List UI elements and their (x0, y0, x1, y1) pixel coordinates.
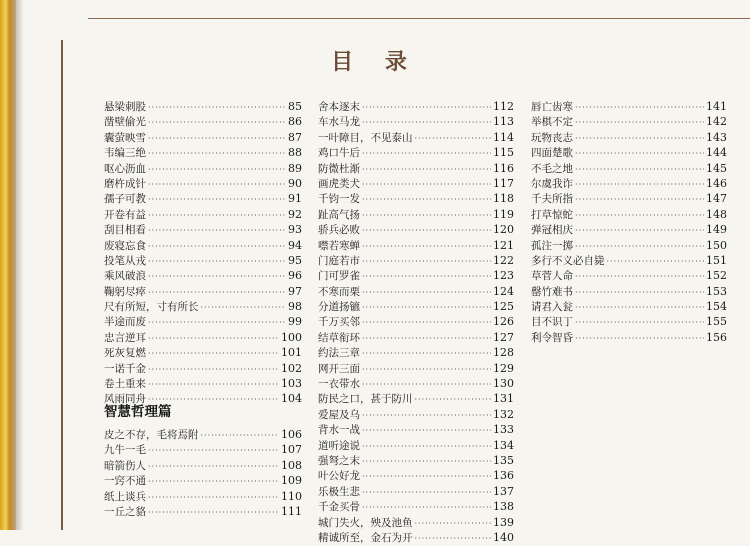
toc-leader-dots (148, 459, 279, 474)
toc-entry-title: 半途而废 (104, 316, 146, 329)
toc-entry-title: 网开三面 (318, 362, 360, 375)
toc-leader-dots (148, 162, 286, 177)
toc-entry-page: 104 (281, 392, 302, 406)
toc-entry[interactable] (104, 222, 302, 237)
toc-column-2 (318, 99, 514, 545)
toc-entry-page: 130 (493, 377, 514, 391)
toc-leader-dots (201, 300, 287, 315)
toc-entry-title: 请君入瓮 (531, 301, 573, 314)
toc-entry-title: 车水马龙 (318, 116, 360, 129)
toc-entry-page: 94 (288, 238, 302, 252)
toc-entry[interactable] (531, 330, 727, 345)
toc-entry-title: 磨杵成针 (104, 177, 146, 190)
toc-entry[interactable] (318, 407, 514, 422)
toc-entry-page: 108 (281, 458, 302, 472)
toc-entry-title: 暗箭伤人 (104, 459, 146, 472)
toc-entry-title: 防微杜渐 (318, 162, 360, 175)
toc-leader-dots (148, 362, 279, 377)
toc-entry[interactable] (318, 468, 514, 483)
toc-entry-title: 鸡口牛后 (318, 147, 360, 160)
toc-entry-page: 126 (493, 315, 514, 329)
toc-entry-page: 125 (493, 300, 514, 314)
toc-leader-dots (148, 505, 279, 520)
toc-entry-page: 128 (493, 346, 514, 360)
toc-leader-dots (575, 100, 704, 115)
toc-entry[interactable] (318, 207, 514, 222)
toc-entry-title: 千钧一发 (318, 193, 360, 206)
toc-entry[interactable] (104, 145, 302, 160)
toc-entry[interactable] (531, 176, 727, 191)
toc-entry-page: 92 (288, 207, 302, 221)
toc-entry[interactable] (531, 222, 727, 237)
toc-entry-page: 156 (706, 330, 727, 344)
toc-entry-page: 93 (288, 223, 302, 237)
toc-entry[interactable] (104, 114, 302, 129)
toc-entry[interactable] (104, 489, 302, 504)
toc-leader-dots (575, 177, 704, 192)
toc-entry-title: 呕心沥血 (104, 162, 146, 175)
toc-entry-page: 154 (706, 300, 727, 314)
toc-entry-title: 九牛一毛 (104, 444, 146, 457)
toc-leader-dots (362, 377, 491, 392)
frame-left-rule (61, 40, 63, 530)
toc-entry-title: 画虎类犬 (318, 177, 360, 190)
toc-leader-dots (575, 331, 704, 346)
toc-entry-page: 109 (281, 474, 302, 488)
toc-entry-page: 133 (493, 423, 514, 437)
toc-entry[interactable] (531, 268, 727, 283)
toc-entry-page: 155 (706, 315, 727, 329)
toc-entry-page: 122 (493, 253, 514, 267)
page-title: 目 录 (331, 49, 419, 75)
toc-column-1 (104, 99, 302, 407)
toc-entry-page: 134 (493, 438, 514, 452)
toc-entry-title: 趾高气扬 (318, 208, 360, 221)
toc-entry[interactable] (318, 130, 514, 145)
toc-entry-page: 102 (281, 361, 302, 375)
toc-entry-page: 112 (493, 100, 514, 113)
toc-entry-title: 舍本逐末 (318, 101, 360, 113)
toc-leader-dots (575, 131, 704, 146)
toc-entry[interactable] (531, 238, 727, 253)
toc-column-3 (531, 99, 727, 345)
toc-entry-page: 101 (281, 346, 302, 360)
toc-entry-page: 121 (493, 238, 514, 252)
toc-entry-page: 147 (706, 192, 727, 206)
toc-entry[interactable] (318, 515, 514, 530)
toc-leader-dots (575, 269, 704, 284)
toc-entry-page: 90 (288, 176, 302, 190)
toc-entry-page: 148 (706, 207, 727, 221)
toc-entry-page: 117 (493, 176, 514, 190)
toc-leader-dots (362, 269, 491, 284)
toc-entry-title: 尺有所短，寸有所长 (104, 301, 199, 314)
toc-entry-title: 不寒而栗 (318, 285, 360, 298)
frame-top-rule (88, 18, 750, 19)
toc-entry-title: 门可罗雀 (318, 270, 360, 283)
toc-entry-page: 111 (281, 504, 302, 518)
toc-entry-title: 城门失火，殃及池鱼 (318, 516, 413, 529)
toc-entry-page: 99 (288, 315, 302, 329)
toc-leader-dots (362, 500, 491, 515)
toc-column-1-section (104, 427, 302, 519)
toc-entry[interactable] (318, 114, 514, 129)
toc-leader-dots (362, 223, 491, 238)
toc-entry[interactable] (531, 191, 727, 206)
toc-entry-title: 忠言逆耳 (104, 331, 146, 344)
toc-entry-title: 弹冠相庆 (531, 224, 573, 237)
toc-entry-title: 风雨同舟 (104, 393, 146, 406)
toc-entry[interactable] (318, 99, 514, 114)
toc-leader-dots (362, 331, 491, 346)
toc-entry-title: 一诺千金 (104, 362, 146, 375)
toc-entry[interactable] (531, 130, 727, 145)
toc-leader-dots (148, 285, 286, 300)
toc-leader-dots (362, 208, 491, 223)
toc-leader-dots (148, 100, 286, 115)
toc-entry-title: 骄兵必败 (318, 224, 360, 237)
toc-entry[interactable] (104, 176, 302, 191)
toc-entry-title: 刮目相看 (104, 224, 146, 237)
toc-leader-dots (362, 254, 491, 269)
toc-leader-dots (575, 162, 704, 177)
toc-leader-dots (575, 300, 704, 315)
toc-entry[interactable] (531, 99, 727, 114)
toc-entry[interactable] (104, 345, 302, 360)
toc-entry-title: 千夫所指 (531, 193, 573, 206)
toc-entry[interactable] (104, 284, 302, 299)
toc-leader-dots (575, 223, 704, 238)
toc-entry-title: 分道扬镳 (318, 301, 360, 314)
toc-entry-page: 116 (493, 161, 514, 175)
toc-leader-dots (575, 146, 704, 161)
toc-entry[interactable] (104, 314, 302, 329)
toc-entry-page: 95 (288, 253, 302, 267)
toc-entry[interactable] (318, 484, 514, 499)
toc-entry-title: 背水一战 (318, 424, 360, 437)
toc-entry-page: 139 (493, 515, 514, 529)
toc-entry[interactable] (104, 361, 302, 376)
toc-entry-title: 孺子可教 (104, 193, 146, 206)
toc-leader-dots (148, 331, 279, 346)
toc-leader-dots (362, 162, 491, 177)
toc-entry-title: 尔虞我诈 (531, 177, 573, 190)
toc-entry-title: 开卷有益 (104, 208, 146, 221)
toc-entry-title: 皮之不存，毛将焉附 (104, 429, 199, 441)
toc-entry-title: 千金买骨 (318, 501, 360, 514)
toc-entry-title: 卷土重来 (104, 378, 146, 391)
toc-leader-dots (148, 474, 279, 489)
toc-entry-page: 85 (288, 100, 302, 113)
toc-entry-title: 叶公好龙 (318, 470, 360, 483)
toc-entry-title: 道听途说 (318, 439, 360, 452)
toc-entry-page: 103 (281, 377, 302, 391)
toc-entry[interactable] (531, 284, 727, 299)
toc-entry-title: 利令智昏 (531, 331, 573, 344)
toc-entry-page: 119 (493, 207, 514, 221)
toc-entry-page: 150 (706, 238, 727, 252)
toc-leader-dots (362, 177, 491, 192)
toc-entry-page: 151 (706, 253, 727, 267)
toc-entry[interactable] (531, 314, 727, 329)
toc-entry-title: 死灰复燃 (104, 347, 146, 360)
toc-entry-title: 玩物丧志 (531, 131, 573, 144)
toc-leader-dots (201, 428, 280, 443)
toc-entry-page: 113 (493, 115, 514, 129)
toc-entry[interactable] (318, 268, 514, 283)
toc-entry-title: 草菅人命 (531, 270, 573, 283)
toc-entry[interactable] (104, 191, 302, 206)
toc-leader-dots (362, 454, 491, 469)
toc-entry-page: 145 (706, 161, 727, 175)
toc-leader-dots (415, 131, 492, 146)
toc-entry[interactable] (318, 253, 514, 268)
toc-entry[interactable] (318, 145, 514, 160)
toc-entry-title: 投笔从戎 (104, 254, 146, 267)
toc-entry-title: 噤若寒蝉 (318, 239, 360, 252)
toc-leader-dots (415, 516, 492, 531)
toc-entry-title: 门庭若市 (318, 254, 360, 267)
toc-leader-dots (148, 131, 286, 146)
toc-entry-page: 89 (288, 161, 302, 175)
toc-entry-title: 一丘之貉 (104, 505, 146, 518)
toc-leader-dots (362, 423, 491, 438)
toc-leader-dots (148, 346, 279, 361)
toc-entry-title: 悬梁刺股 (104, 101, 146, 113)
toc-entry-title: 乐极生悲 (318, 485, 360, 498)
toc-leader-dots (362, 300, 491, 315)
toc-entry-page: 88 (288, 146, 302, 160)
toc-entry-page: 146 (706, 176, 727, 190)
toc-entry[interactable] (318, 330, 514, 345)
toc-entry-page: 96 (288, 269, 302, 283)
toc-entry[interactable] (318, 391, 514, 406)
toc-entry[interactable] (104, 99, 302, 114)
toc-leader-dots (148, 377, 279, 392)
toc-entry-page: 129 (493, 361, 514, 375)
toc-leader-dots (148, 208, 286, 223)
toc-entry-page: 136 (493, 469, 514, 483)
toc-entry-title: 鞠躬尽瘁 (104, 285, 146, 298)
toc-entry[interactable] (104, 504, 302, 519)
toc-entry[interactable] (104, 207, 302, 222)
toc-entry-page: 100 (281, 330, 302, 344)
toc-leader-dots (148, 115, 286, 130)
toc-leader-dots (607, 254, 705, 269)
toc-entry-page: 115 (493, 146, 514, 160)
toc-entry-title: 囊萤映雪 (104, 131, 146, 144)
toc-entry[interactable] (104, 473, 302, 488)
toc-entry-page: 153 (706, 284, 727, 298)
toc-entry[interactable] (318, 284, 514, 299)
toc-entry[interactable] (531, 299, 727, 314)
toc-leader-dots (575, 285, 704, 300)
toc-entry[interactable] (104, 330, 302, 345)
toc-entry-title: 一叶障目，不见泰山 (318, 131, 413, 144)
toc-entry-title: 韦编三绝 (104, 147, 146, 160)
toc-entry-title: 凿壁偷光 (104, 116, 146, 129)
toc-entry-title: 精诚所至，金石为开 (318, 531, 413, 544)
toc-entry-title: 强弩之末 (318, 454, 360, 467)
toc-entry[interactable] (318, 499, 514, 514)
toc-leader-dots (362, 100, 491, 115)
toc-entry-title: 罄竹难书 (531, 285, 573, 298)
toc-leader-dots (148, 315, 286, 330)
toc-entry[interactable] (318, 376, 514, 391)
toc-entry-page: 114 (493, 130, 514, 144)
toc-entry[interactable] (318, 530, 514, 545)
toc-leader-dots (362, 346, 491, 361)
toc-leader-dots (148, 192, 286, 207)
toc-leader-dots (362, 439, 491, 454)
toc-entry-title: 举棋不定 (531, 116, 573, 129)
toc-entry-page: 138 (493, 500, 514, 514)
toc-entry-title: 结草衔环 (318, 331, 360, 344)
toc-entry[interactable] (104, 268, 302, 283)
toc-entry[interactable] (531, 145, 727, 160)
toc-entry-page: 97 (288, 284, 302, 298)
toc-leader-dots (362, 115, 491, 130)
toc-entry[interactable] (318, 299, 514, 314)
toc-entry[interactable] (104, 161, 302, 176)
toc-leader-dots (148, 490, 279, 505)
toc-entry[interactable] (104, 253, 302, 268)
toc-entry-title: 孤注一掷 (531, 239, 573, 252)
toc-entry-page: 140 (493, 530, 514, 544)
toc-leader-dots (362, 315, 491, 330)
toc-leader-dots (148, 223, 286, 238)
toc-entry-title: 废寝忘食 (104, 239, 146, 252)
spine-shadow (16, 0, 24, 530)
toc-leader-dots (575, 115, 704, 130)
toc-entry[interactable] (104, 130, 302, 145)
toc-entry-page: 132 (493, 407, 514, 421)
toc-entry-title: 打草惊蛇 (531, 208, 573, 221)
toc-entry[interactable] (104, 427, 302, 442)
toc-leader-dots (148, 269, 286, 284)
toc-entry[interactable] (531, 207, 727, 222)
toc-entry-page: 144 (706, 146, 727, 160)
toc-entry[interactable] (104, 238, 302, 253)
toc-entry-page: 106 (281, 428, 302, 441)
toc-entry[interactable] (318, 191, 514, 206)
toc-leader-dots (362, 485, 491, 500)
toc-entry[interactable] (318, 238, 514, 253)
toc-entry-page: 135 (493, 453, 514, 467)
toc-leader-dots (575, 239, 704, 254)
toc-entry-page: 91 (288, 192, 302, 206)
toc-entry-page: 152 (706, 269, 727, 283)
toc-leader-dots (362, 285, 491, 300)
book-edge (0, 0, 16, 530)
toc-entry[interactable] (318, 438, 514, 453)
toc-entry[interactable] (104, 376, 302, 391)
toc-entry-page: 137 (493, 484, 514, 498)
toc-leader-dots (148, 254, 286, 269)
toc-entry-title: 多行不义必自毙 (531, 254, 605, 267)
toc-entry-title: 四面楚歌 (531, 147, 573, 160)
toc-leader-dots (362, 239, 491, 254)
toc-entry[interactable] (104, 299, 302, 314)
toc-entry-page: 120 (493, 223, 514, 237)
toc-entry-page: 143 (706, 130, 727, 144)
toc-entry-page: 123 (493, 269, 514, 283)
toc-entry-page: 127 (493, 330, 514, 344)
toc-leader-dots (148, 239, 286, 254)
toc-entry-page: 118 (493, 192, 514, 206)
toc-leader-dots (148, 443, 279, 458)
toc-leader-dots (575, 192, 704, 207)
toc-entry-title: 纸上谈兵 (104, 490, 146, 503)
toc-entry-title: 一窍不通 (104, 475, 146, 488)
toc-entry-title: 一衣带水 (318, 378, 360, 391)
toc-entry[interactable] (531, 161, 727, 176)
toc-entry-page: 124 (493, 284, 514, 298)
toc-entry[interactable] (318, 361, 514, 376)
toc-leader-dots (362, 469, 491, 484)
toc-entry[interactable] (531, 253, 727, 268)
toc-entry-page: 86 (288, 115, 302, 129)
toc-entry-title: 不毛之地 (531, 162, 573, 175)
toc-leader-dots (362, 192, 491, 207)
toc-entry-page: 141 (706, 100, 727, 113)
toc-entry-page: 131 (493, 392, 514, 406)
toc-leader-dots (362, 362, 491, 377)
toc-entry-title: 防民之口，甚于防川 (318, 393, 413, 406)
toc-entry-title: 乘风破浪 (104, 270, 146, 283)
toc-entry-page: 110 (281, 489, 302, 503)
toc-entry[interactable] (104, 442, 302, 457)
toc-leader-dots (575, 315, 704, 330)
toc-entry-page: 107 (281, 443, 302, 457)
toc-entry[interactable] (104, 458, 302, 473)
toc-entry[interactable] (531, 114, 727, 129)
toc-entry[interactable] (318, 222, 514, 237)
section-heading: 智慧哲理篇 (104, 404, 172, 420)
toc-entry-title: 唇亡齿寒 (531, 101, 573, 113)
toc-entry[interactable] (318, 176, 514, 191)
toc-leader-dots (148, 146, 286, 161)
toc-entry[interactable] (318, 453, 514, 468)
toc-leader-dots (362, 146, 491, 161)
toc-entry[interactable] (318, 345, 514, 360)
toc-entry[interactable] (318, 161, 514, 176)
toc-leader-dots (575, 208, 704, 223)
toc-entry-title: 约法三章 (318, 347, 360, 360)
toc-entry-title: 目不识丁 (531, 316, 573, 329)
toc-leader-dots (415, 531, 492, 546)
toc-leader-dots (415, 392, 492, 407)
toc-entry-page: 149 (706, 223, 727, 237)
toc-entry[interactable] (318, 422, 514, 437)
toc-entry-title: 千万买邻 (318, 316, 360, 329)
toc-entry-page: 87 (288, 130, 302, 144)
toc-entry-title: 爱屋及乌 (318, 408, 360, 421)
toc-leader-dots (362, 408, 491, 423)
toc-entry-page: 142 (706, 115, 727, 129)
toc-leader-dots (148, 177, 286, 192)
toc-entry[interactable] (318, 314, 514, 329)
toc-entry-page: 98 (288, 300, 302, 314)
